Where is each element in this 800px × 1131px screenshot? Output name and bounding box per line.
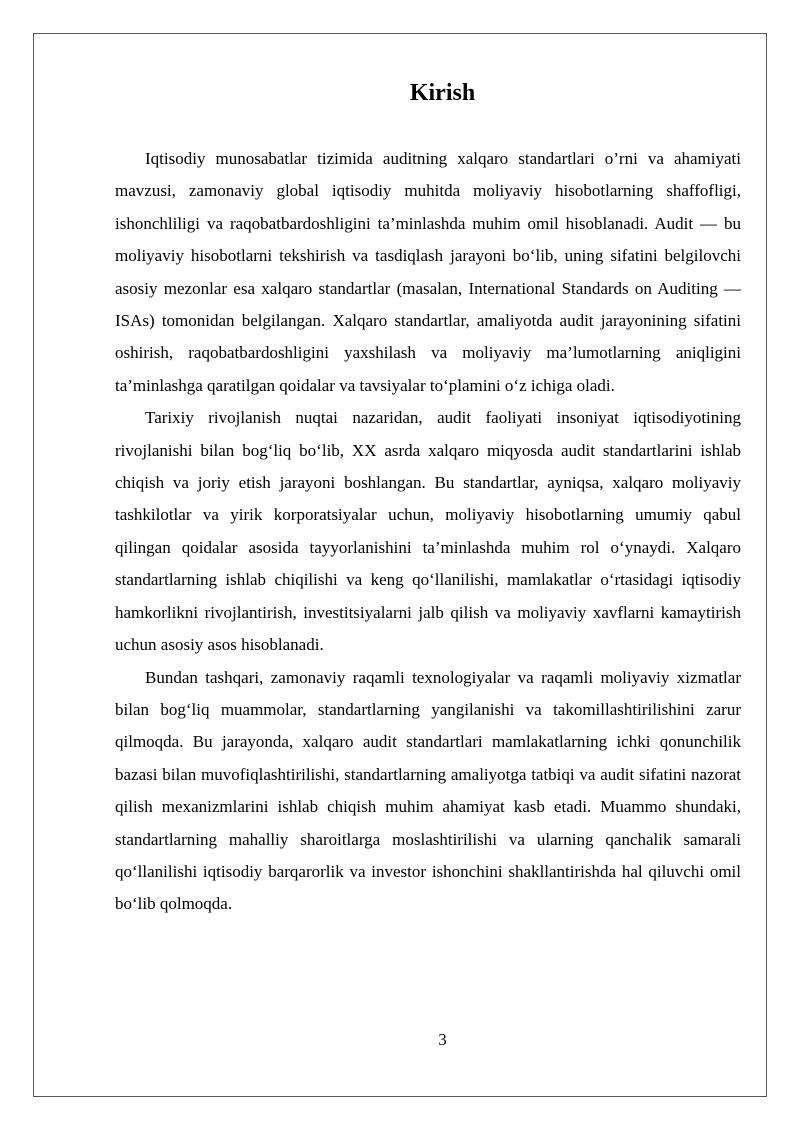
paragraph: Bundan tashqari, zamonaviy raqamli texnologiyalar va raqamli moliyaviy xizmatlar bilan bog‘liq muammolar, standartlarning yangilanishi va takomillashtirilishini zarur qilmoqda. Bu jarayonda, xalqaro audit standartlari mamlakatlarning ichki qonunchilik bazasi bilan muvofiqlashtirilishi, standartlarning amaliyotga tatbiqi va audit sifatini nazorat qilish mexanizmlarini ishlab chiqish muhim ahamiyat kasb etadi. Muammo shundaki, standartlarning mahalliy sharoitlarga moslashtirilishi va ularning qanchalik samarali qo‘llanilishi iqtisodiy barqarorlik va investor ishonchini shakllantirishda hal qiluvchi omil bo‘lib qolmoqda. [115,667,741,914]
body-text [115,143,741,921]
page-number: 3 [438,1030,447,1049]
paragraph: Tarixiy rivojlanish nuqtai nazaridan, audit faoliyati insoniyat iqtisodiyotining rivojlanishi bilan bog‘liq bo‘lib, XX asrda xalqaro miqyosda audit standartlarini ishlab chiqish va joriy etish jarayoni boshlangan. Bu standartlar, ayniqsa, xalqaro moliyaviy tashkilotlar va yirik korporatsiyalar uchun, moliyaviy hisobotlarning umumiy qabul qilingan qoidalar asosida tayyorlanishini ta’minlashda muhim rol o‘ynaydi. Xalqaro standartlarning ishlab chiqilishi va keng qo‘llanilishi, mamlakatlar o‘rtasidagi iqtisodiy hamkorlikni rivojlantirish, investitsiyalarni jalb qilish va moliyaviy xavflarni kamaytirish uchun asosiy asos hisoblanadi. [115,408,741,655]
paragraph: Iqtisodiy munosabatlar tizimida auditning xalqaro standartlari o’rni va ahamiyati mavzusi, zamonaviy global iqtisodiy muhitda moliyaviy hisobotlarning shaffofligi, ishonchliligi va raqobatbardoshligini ta’minlashda muhim omil hisoblanadi. Audit — bu moliyaviy hisobotlarni tekshirish va tasdiqlash jarayoni bo‘lib, uning sifatini belgilovchi asosiy mezonlar esa xalqaro standartlar (masalan, International Standards on Auditing — ISAs) tomonidan belgilangan. Xalqaro standartlar, amaliyotda audit jarayonining sifatini oshirish, raqobatbardoshligini yaxshilash va moliyaviy ma’lumotlarning aniqligini ta’minlashga qaratilgan qoidalar va tavsiyalar to‘plamini o‘z ichiga oladi. [115,149,741,395]
page-title: Kirish [409,80,476,106]
